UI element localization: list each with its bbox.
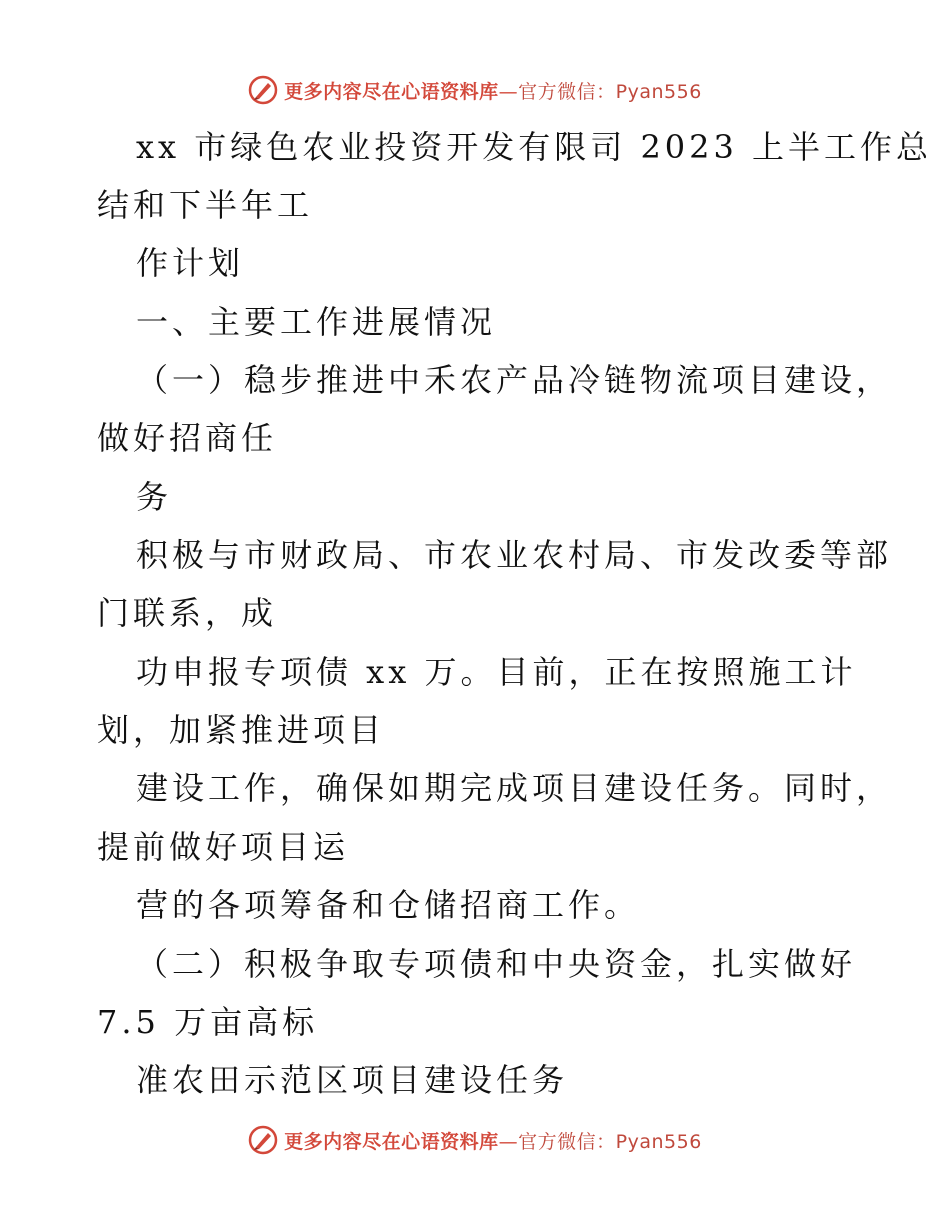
paragraph-line-7: 营的各项筹备和仓储招商工作。 — [136, 886, 641, 924]
pen-logo-icon — [248, 75, 278, 105]
subsection-heading-1-line-2: 做好招商任 — [97, 419, 278, 457]
watermark-dash: — — [498, 80, 519, 103]
watermark-brand: 更多内容尽在心语资料库 — [284, 1130, 499, 1153]
paragraph-line-3: 功申报专项债 xx 万。目前，正在按照施工计 — [136, 653, 857, 691]
subsection-heading-2-line-1: （二）积极争取专项债和中央资金，扎实做好 — [136, 945, 857, 983]
footer-watermark — [0, 1120, 950, 1160]
subsection-heading-2-line-3: 准农田示范区项目建设任务 — [136, 1061, 569, 1099]
watermark-wechat: 官方微信：Pyan556 — [518, 1130, 702, 1153]
subsection-heading-1-line-3: 务 — [136, 478, 173, 516]
title-line-3: 作计划 — [136, 244, 245, 282]
paragraph-line-5: 建设工作，确保如期完成项目建设任务。同时， — [136, 769, 893, 807]
header-watermark — [0, 70, 950, 110]
title-line-2: 结和下半年工 — [97, 186, 314, 224]
watermark-brand: 更多内容尽在心语资料库 — [284, 80, 499, 103]
subsection-heading-1-line-1: （一）稳步推进中禾农产品冷链物流项目建设， — [136, 361, 893, 399]
watermark-dash: — — [498, 1130, 519, 1153]
subsection-heading-2-line-2: 7.5 万亩高标 — [97, 1003, 319, 1041]
title-line-1: xx 市绿色农业投资开发有限司 2023 上半工作总 — [136, 128, 933, 166]
section-heading-1: 一、主要工作进展情况 — [136, 303, 497, 341]
paragraph-line-1: 积极与市财政局、市农业农村局、市发改委等部 — [136, 536, 893, 574]
watermark-label — [284, 1127, 702, 1154]
watermark-wechat: 官方微信：Pyan556 — [518, 80, 702, 103]
paragraph-line-2: 门联系，成 — [97, 594, 278, 632]
pen-logo-icon — [248, 1125, 278, 1155]
paragraph-line-4: 划，加紧推进项目 — [97, 711, 386, 749]
paragraph-line-6: 提前做好项目运 — [97, 828, 350, 866]
watermark-label — [284, 77, 702, 104]
